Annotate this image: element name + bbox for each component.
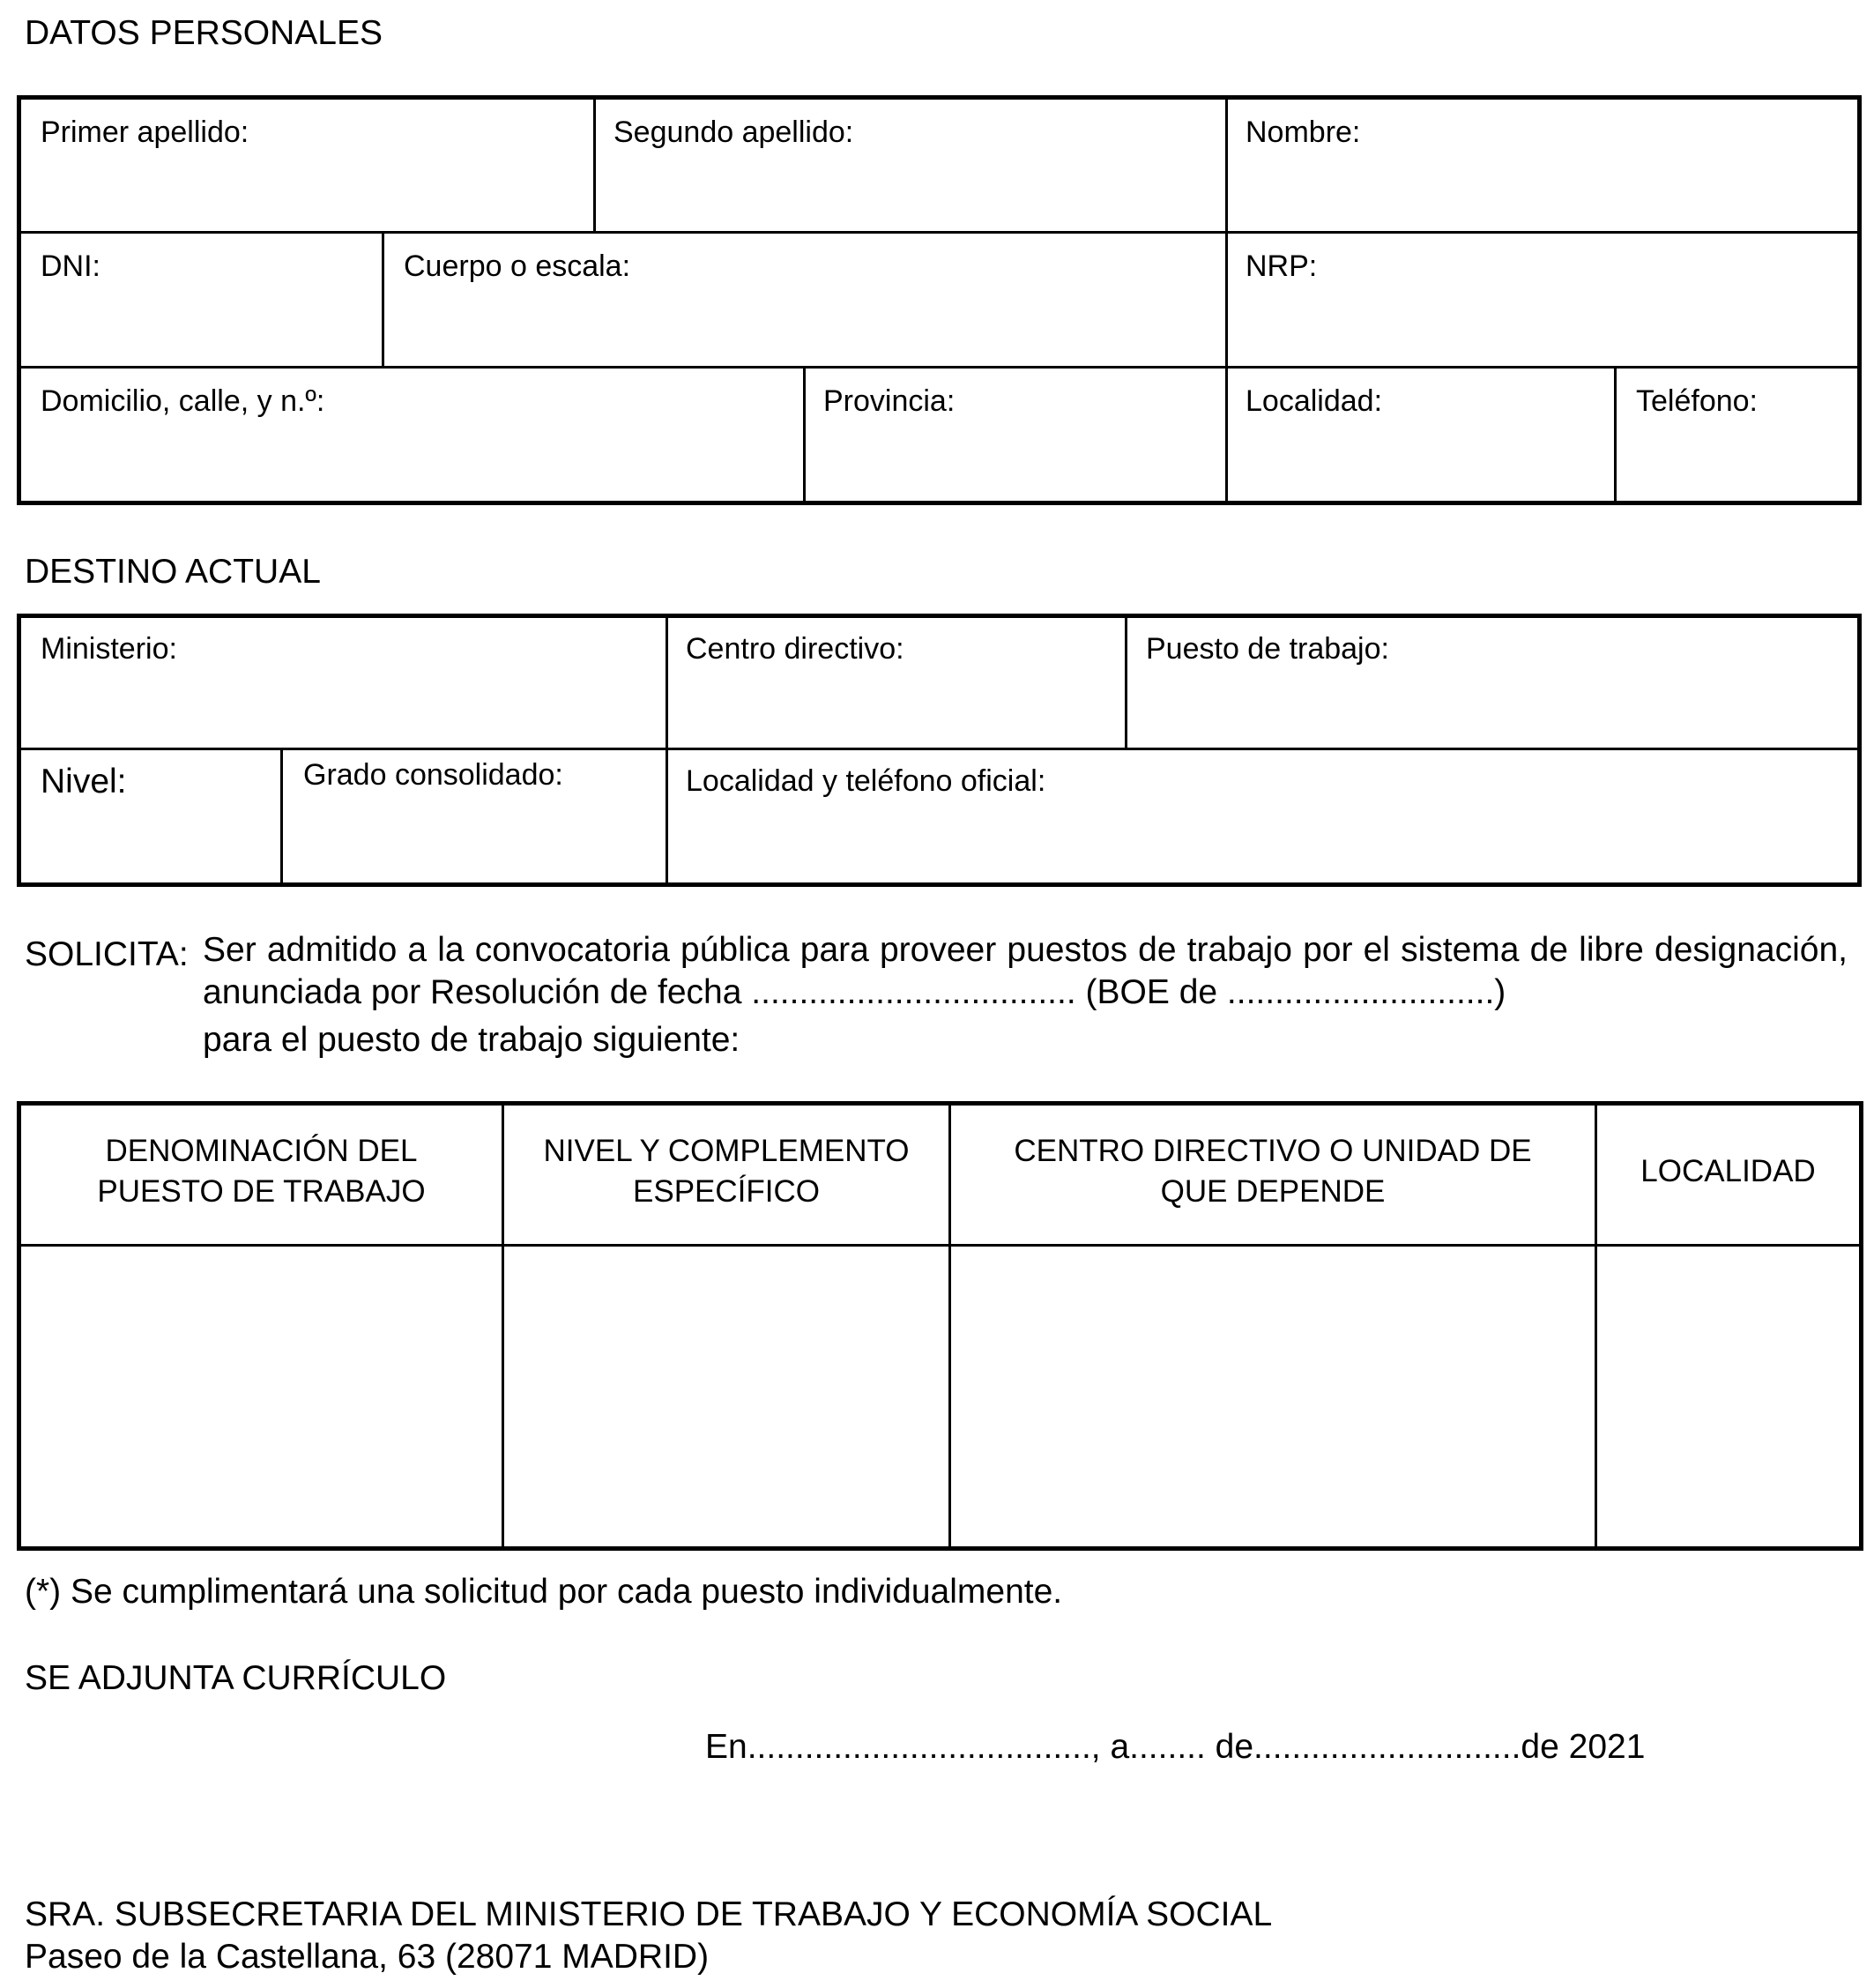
cell-localidad[interactable] bbox=[1597, 1247, 1859, 1546]
segundo-apellido-label: Segundo apellido: bbox=[614, 115, 854, 149]
recipient-line-1: SRA. SUBSECRETARIA DEL MINISTERIO DE TRABAJO Y ECONOMÍA SOCIAL bbox=[25, 1895, 1273, 1933]
recipient-line-2: Paseo de la Castellana, 63 (28071 MADRID) bbox=[25, 1938, 710, 1976]
localidad-telefono-oficial-field[interactable] bbox=[668, 750, 1857, 882]
domicilio-field[interactable] bbox=[21, 369, 803, 501]
cuerpo-escala-label: Cuerpo o escala: bbox=[404, 249, 631, 283]
nivel-field[interactable] bbox=[21, 750, 280, 882]
provincia-field[interactable] bbox=[806, 369, 1225, 501]
destino-actual-heading: DESTINO ACTUAL bbox=[25, 553, 321, 591]
nrp-field[interactable] bbox=[1228, 234, 1857, 366]
cell-nivel[interactable] bbox=[504, 1247, 948, 1546]
column-header-centro bbox=[951, 1106, 1595, 1238]
cuerpo-escala-field[interactable] bbox=[384, 234, 1225, 366]
column-header-nivel bbox=[504, 1106, 948, 1238]
centro-directivo-field[interactable] bbox=[668, 618, 1125, 748]
puesto-trabajo-field[interactable] bbox=[1127, 618, 1857, 748]
cell-centro[interactable] bbox=[951, 1247, 1595, 1546]
footnote: (*) Se cumplimentará una solicitud por cada puesto individualmente. bbox=[25, 1573, 1063, 1611]
column-header-nivel-text: NIVEL Y COMPLEMENTO ESPECÍFICO bbox=[543, 1134, 910, 1209]
primer-apellido-label: Primer apellido: bbox=[41, 115, 249, 149]
provincia-label: Provincia: bbox=[823, 384, 956, 418]
dni-field[interactable] bbox=[21, 234, 382, 366]
grado-consolidado-label: Grado consolidado: bbox=[303, 758, 563, 792]
column-header-denominacion-text: DENOMINACIÓN DEL PUESTO DE TRABAJO bbox=[97, 1134, 426, 1209]
localidad-field[interactable] bbox=[1228, 369, 1614, 501]
column-header-localidad bbox=[1597, 1106, 1859, 1238]
dni-label: DNI: bbox=[41, 249, 100, 283]
column-header-centro-text: CENTRO DIRECTIVO O UNIDAD DE QUE DEPENDE bbox=[1014, 1134, 1532, 1209]
grado-consolidado-field[interactable] bbox=[283, 750, 666, 882]
centro-directivo-label: Centro directivo: bbox=[686, 632, 904, 666]
solicita-text-end: para el puesto de trabajo siguiente: bbox=[203, 1021, 740, 1059]
puesto-trabajo-label: Puesto de trabajo: bbox=[1146, 632, 1389, 666]
ministerio-label: Ministerio: bbox=[41, 632, 177, 666]
column-header-localidad-text: LOCALIDAD bbox=[1640, 1154, 1816, 1188]
localidad-telefono-oficial-label: Localidad y teléfono oficial: bbox=[686, 764, 1046, 798]
segundo-apellido-field[interactable] bbox=[596, 100, 1225, 231]
primer-apellido-field[interactable] bbox=[21, 100, 593, 231]
solicita-label: SOLICITA: bbox=[25, 935, 189, 973]
personal-data-heading: DATOS PERSONALES bbox=[25, 14, 383, 52]
adjunta-curriculo: SE ADJUNTA CURRÍCULO bbox=[25, 1659, 447, 1697]
nombre-label: Nombre: bbox=[1246, 115, 1361, 149]
domicilio-label: Domicilio, calle, y n.º: bbox=[41, 384, 325, 418]
date-place-line: En...................................., a........ de............................de 2021 bbox=[705, 1728, 1646, 1766]
nombre-field[interactable] bbox=[1228, 100, 1857, 231]
column-header-denominacion bbox=[21, 1106, 502, 1238]
ministerio-field[interactable] bbox=[21, 618, 666, 748]
cell-denominacion[interactable] bbox=[21, 1247, 502, 1546]
telefono-field[interactable] bbox=[1617, 369, 1857, 501]
localidad-label: Localidad: bbox=[1246, 384, 1383, 418]
telefono-label: Teléfono: bbox=[1636, 384, 1758, 418]
nivel-label: Nivel: bbox=[41, 763, 127, 800]
solicita-text: Ser admitido a la convocatoria pública para proveer puestos de trabajo por el sistema de libre designación, anunciada por Resolución de fecha .................................. (BOE de ............................) bbox=[203, 931, 1848, 1011]
nrp-label: NRP: bbox=[1246, 249, 1318, 283]
